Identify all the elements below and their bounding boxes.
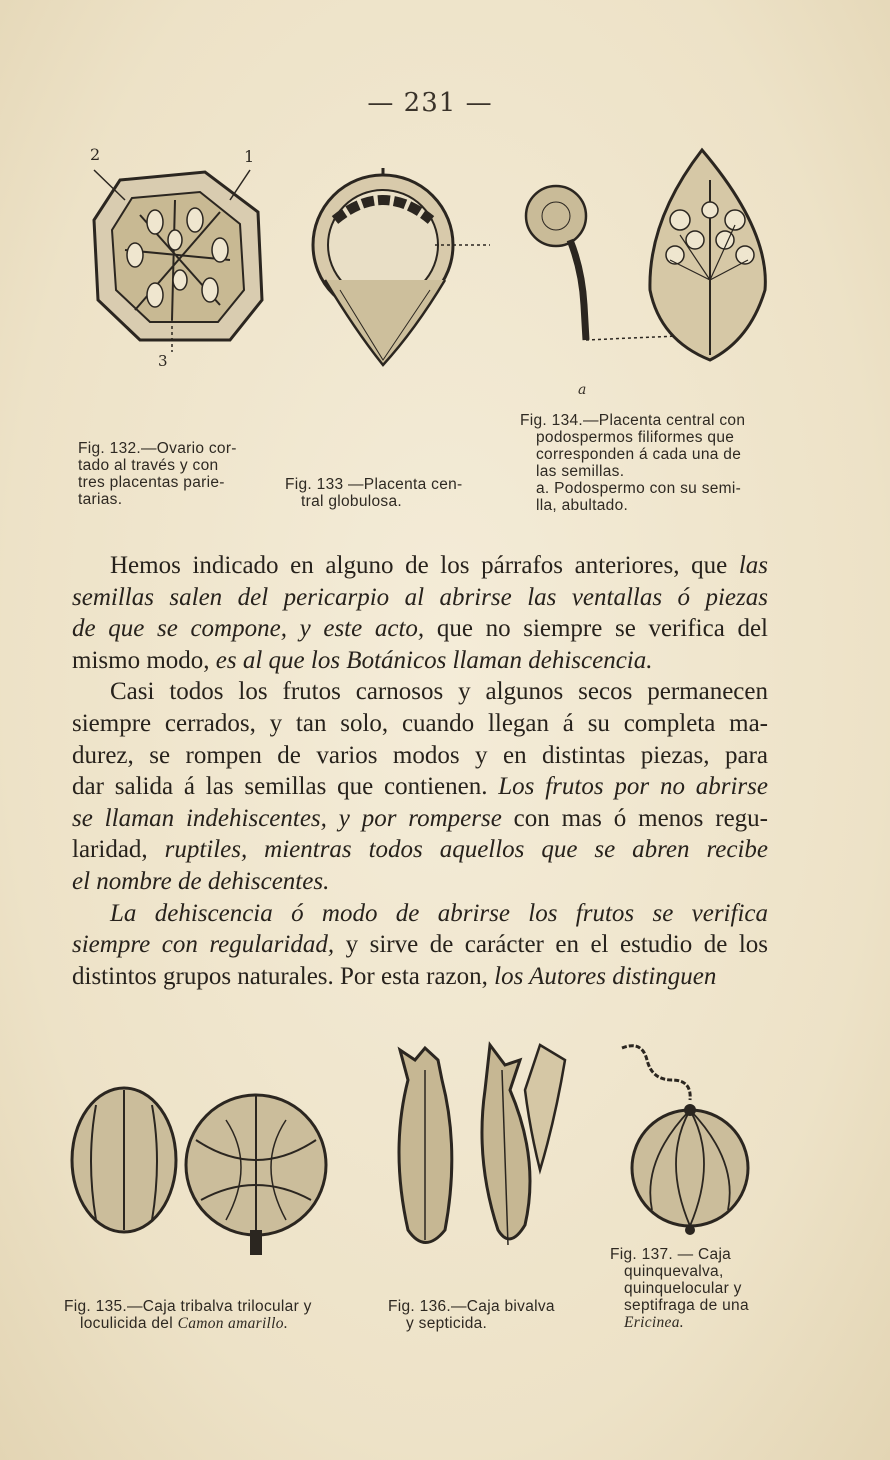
caption-line: septifraga de una (624, 1297, 749, 1314)
fig-137-caption (610, 1246, 749, 1331)
fig-133-illustration (295, 160, 505, 375)
fig-134-caption (520, 412, 745, 514)
fig-132-illustration (80, 140, 280, 375)
caption-line: quinquelocular y (624, 1280, 742, 1297)
fig-136-illustration (380, 1040, 580, 1260)
p1-line (72, 582, 768, 614)
p3-line (72, 898, 768, 930)
italic-text: Ericinea. (624, 1314, 684, 1331)
italic-text: siempre con regularidad, (72, 931, 335, 959)
fig-134-label-a: a (578, 382, 587, 398)
italic-text: Los frutos por no abrirse (498, 773, 768, 801)
caption-line: Fig. 132.—Ovario cor- (78, 440, 237, 457)
p3-line: siempre con regularidad, y sirve de carácter en el estudio de los (72, 931, 768, 959)
caption-line: Fig. 135.—Caja tribalva trilocular y (64, 1298, 312, 1315)
italic-text: Camon amarillo. (177, 1315, 288, 1332)
fig-133-caption (285, 476, 463, 510)
fig-132-label-2: 2 (90, 145, 101, 164)
p1-line: de que se compone, y este acto, que no siempre se verifica del (72, 615, 768, 643)
italic-text: los Autores distinguen (494, 962, 717, 990)
fig-134-illustration (520, 140, 780, 380)
fig-136-caption (388, 1298, 555, 1332)
caption-line: lla, abultado. (536, 497, 629, 514)
caption-line: tado al través y con (78, 457, 219, 474)
caption-line: quinquevalva, (624, 1263, 724, 1280)
fig-132-label-3: 3 (158, 352, 168, 370)
p2-line: siempre cerrados, y tan solo, cuando llegan á su completa ma- (72, 709, 768, 737)
caption-line: corresponden á cada una de (536, 446, 742, 463)
italic-text: semillas salen del pericarpio al abrirse las ventallas ó piezas (72, 583, 768, 611)
italic-text: de que se compone, y este acto, (72, 615, 425, 643)
caption-line: y septicida. (406, 1315, 488, 1332)
italic-text: el nombre de dehiscentes. (72, 867, 330, 895)
caption-line: loculicida del Camon amarillo. (80, 1315, 288, 1332)
page-number: — 231 — (367, 88, 493, 118)
caption-line (610, 1314, 749, 1331)
caption-line: Fig. 137. — Caja (610, 1246, 732, 1263)
p1-line: mismo modo, es al que los Botánicos llaman dehiscencia. (72, 646, 653, 674)
caption-line: Fig. 136.—Caja bivalva (388, 1298, 555, 1315)
caption-line: Fig. 134.—Placenta central con (520, 412, 746, 429)
fig-132-label-1: 1 (244, 147, 255, 166)
caption-line: tres placentas parie- (78, 474, 225, 491)
p2-line: dar salida á las semillas que contienen. Los frutos por no abrirse (72, 773, 768, 801)
p1-line: Hemos indicado en alguno de los párrafos anteriores, que las (110, 552, 768, 579)
italic-text: es al que los Botánicos llaman dehiscencia. (215, 646, 653, 674)
fig-132-caption (78, 440, 237, 508)
italic-text: las (738, 552, 768, 579)
p2-line: durez, se rompen de varios modos y en distintas piezas, para (72, 741, 768, 769)
caption-line: tral globulosa. (301, 493, 403, 510)
fig-137-illustration (612, 1040, 772, 1240)
caption-line: las semillas. (536, 463, 625, 480)
fig-135-illustration (66, 1080, 376, 1265)
italic-text: ruptiles, mientras todos aquellos que se abren recibe (164, 836, 768, 864)
caption-line: tarias. (78, 491, 123, 508)
fig-135-caption (64, 1298, 312, 1332)
italic-text: La dehiscencia ó modo de abrirse los frutos se verifica (110, 899, 768, 927)
p2-line: laridad, ruptiles, mientras todos aquellos que se abren recibe (72, 836, 768, 864)
p2-line: se llaman indehiscentes, y por romperse con mas ó menos regu- (72, 804, 768, 832)
caption-line: Fig. 133 —Placenta cen- (285, 476, 463, 493)
p3-line: distintos grupos naturales. Por esta razon, los Autores distinguen (72, 962, 717, 990)
p2-line (72, 866, 768, 898)
caption-line: a. Podospermo con su semi- (536, 480, 742, 497)
caption-line: podospermos filiformes que (536, 429, 735, 446)
body-text (72, 550, 768, 992)
italic-text: se llaman indehiscentes, y por romperse (72, 804, 502, 832)
p2-line: Casi todos los frutos carnosos y algunos secos permanecen (110, 678, 768, 706)
